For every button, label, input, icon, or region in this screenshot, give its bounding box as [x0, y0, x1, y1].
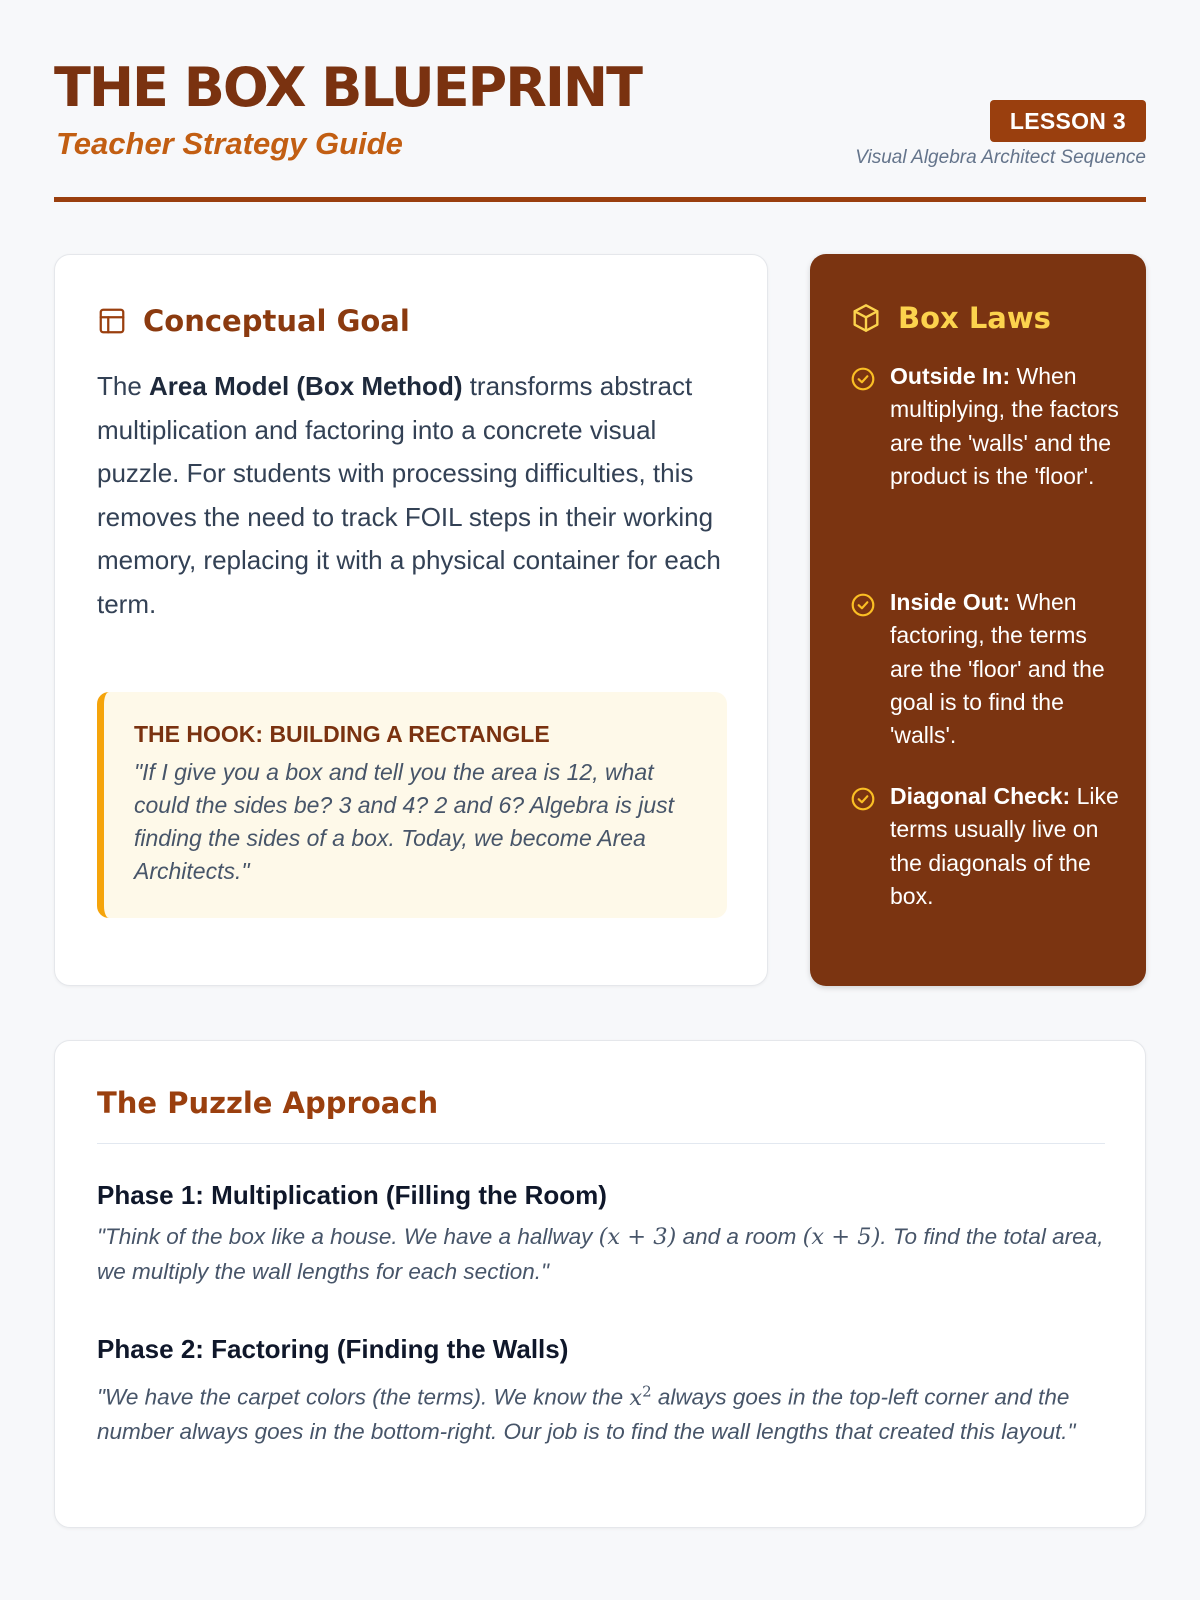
goal-text-emphasis: Area Model (Box Method)	[149, 371, 463, 401]
box-law-label: Outside In:	[890, 363, 1011, 389]
page-title: THE BOX BLUEPRINT	[54, 56, 641, 119]
math-exponent: 2	[642, 1382, 652, 1400]
box-law-item	[850, 360, 1120, 493]
sequence-label: Visual Algebra Architect Sequence	[855, 147, 1146, 168]
hook-quote: "If I give you a box and tell you the area is 12, what could the sides be? 3 and 4? 2 and 6? Algebra is just finding the sides of a box. Today, we become Area Architects."	[134, 759, 675, 884]
conceptual-goal-header	[97, 301, 410, 341]
divider	[97, 1143, 1105, 1144]
layout-icon	[97, 306, 127, 336]
math-expression: (x + 5)	[802, 1224, 881, 1250]
check-circle-icon	[850, 592, 876, 618]
box-law-label: Diagonal Check:	[890, 783, 1071, 809]
phase-1-quote	[97, 1220, 1107, 1288]
box-laws-title: Box Laws	[898, 301, 1051, 335]
box-law-text	[890, 586, 1120, 752]
puzzle-approach-card	[54, 1040, 1146, 1528]
hook-label: THE HOOK: BUILDING A RECTANGLE	[134, 721, 550, 747]
box-law-text	[890, 360, 1120, 493]
phase-2-quote-part: "We have the carpet colors (the terms). We know the	[97, 1384, 630, 1410]
phase-2-quote-part: always goes in the top-left corner and the number always goes in the bottom-right. Our job is to find the wall lengths that created this layout."	[97, 1384, 1076, 1444]
box-law-description: When multiplying, the factors are the 'walls' and the product is the 'floor'.	[890, 363, 1119, 489]
lesson-badge: LESSON 3	[990, 100, 1146, 142]
box-law-item	[850, 586, 1120, 752]
math-base: x	[629, 1384, 643, 1411]
phase-1-quote-part: . To find the total area, we multiply the wall lengths for each section."	[97, 1224, 1104, 1284]
box-law-description: Like terms usually live on the diagonals of the box.	[890, 783, 1119, 909]
check-circle-icon	[850, 366, 876, 392]
box-law-text	[890, 780, 1120, 913]
page-header	[54, 56, 1146, 202]
phase-1-quote-part: "Think of the box like a house. We have a hallway	[97, 1224, 599, 1249]
math-expression: (x + 3)	[598, 1224, 677, 1250]
box-laws-header	[850, 298, 1051, 338]
phase-2-quote	[97, 1375, 1107, 1449]
hook-callout	[97, 692, 727, 918]
phase-1-title: Phase 1: Multiplication (Filling the Room)	[97, 1180, 607, 1210]
box-laws-card	[810, 254, 1146, 986]
goal-text-start: The	[97, 371, 150, 401]
phase-1-quote-part: and a room	[676, 1224, 803, 1249]
puzzle-approach-title: The Puzzle Approach	[97, 1086, 439, 1120]
box-law-label: Inside Out:	[890, 589, 1011, 615]
conceptual-goal-text	[97, 365, 727, 626]
goal-text-end: transforms abstract multiplication and factoring into a concrete visual puzzle. For students with processing difficulties, this removes the need to track FOIL steps in their working memory, replacing it with a physical container for each term.	[97, 371, 721, 619]
box-law-description: When factoring, the terms are the 'floor' and the goal is to find the 'walls'.	[890, 589, 1105, 749]
conceptual-goal-card	[54, 254, 768, 986]
box-law-item	[850, 780, 1120, 913]
phase-2-title: Phase 2: Factoring (Finding the Walls)	[97, 1334, 569, 1364]
conceptual-goal-title: Conceptual Goal	[143, 304, 410, 338]
math-expression	[629, 1382, 652, 1411]
check-circle-icon	[850, 786, 876, 812]
cube-icon	[850, 302, 882, 334]
page-subtitle: Teacher Strategy Guide	[56, 126, 403, 161]
